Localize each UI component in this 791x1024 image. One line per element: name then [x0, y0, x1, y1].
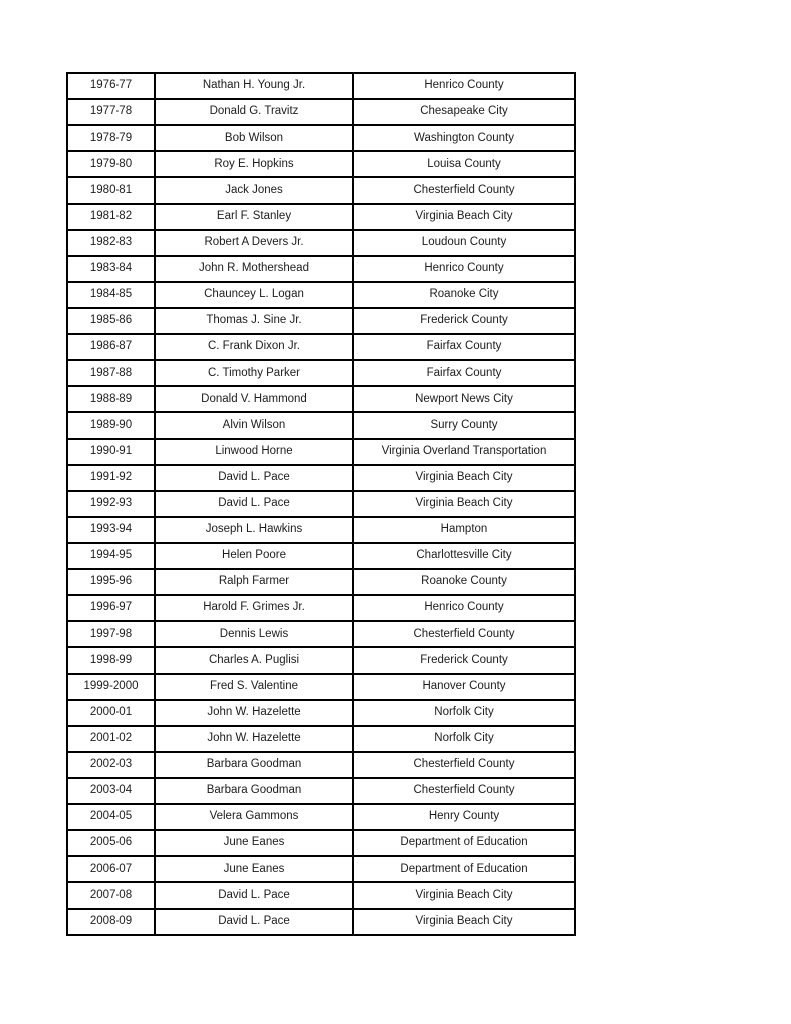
name-cell: David L. Pace: [155, 909, 353, 936]
table-row: [67, 230, 575, 256]
year-cell: 1996-97: [67, 595, 155, 621]
table-row: [67, 177, 575, 203]
year-cell: 2002-03: [67, 752, 155, 778]
table-row: [67, 778, 575, 804]
affiliation-cell: Hampton: [353, 517, 575, 543]
table-row: [67, 151, 575, 177]
name-cell: June Eanes: [155, 856, 353, 882]
table-row: [67, 882, 575, 908]
affiliation-cell: Newport News City: [353, 386, 575, 412]
year-cell: 1997-98: [67, 621, 155, 647]
year-cell: 1976-77: [67, 73, 155, 99]
awards-roster-table: [66, 72, 576, 936]
table-row: [67, 412, 575, 438]
affiliation-cell: Virginia Beach City: [353, 204, 575, 230]
affiliation-cell: Henrico County: [353, 73, 575, 99]
affiliation-cell: Frederick County: [353, 647, 575, 673]
name-cell: Harold F. Grimes Jr.: [155, 595, 353, 621]
name-cell: Chauncey L. Logan: [155, 282, 353, 308]
name-cell: June Eanes: [155, 830, 353, 856]
table-row: [67, 856, 575, 882]
name-cell: Ralph Farmer: [155, 569, 353, 595]
year-cell: 1987-88: [67, 360, 155, 386]
table-row: [67, 308, 575, 334]
table-row: [67, 282, 575, 308]
table-row: [67, 726, 575, 752]
table-row: [67, 804, 575, 830]
name-cell: Dennis Lewis: [155, 621, 353, 647]
name-cell: C. Frank Dixon Jr.: [155, 334, 353, 360]
year-cell: 1980-81: [67, 177, 155, 203]
year-cell: 1993-94: [67, 517, 155, 543]
affiliation-cell: Virginia Beach City: [353, 909, 575, 936]
affiliation-cell: Charlottesville City: [353, 543, 575, 569]
table-row: [67, 830, 575, 856]
name-cell: Thomas J. Sine Jr.: [155, 308, 353, 334]
affiliation-cell: Roanoke City: [353, 282, 575, 308]
affiliation-cell: Roanoke County: [353, 569, 575, 595]
name-cell: Roy E. Hopkins: [155, 151, 353, 177]
name-cell: David L. Pace: [155, 465, 353, 491]
year-cell: 1999-2000: [67, 674, 155, 700]
year-cell: 1979-80: [67, 151, 155, 177]
table-row: [67, 334, 575, 360]
affiliation-cell: Hanover County: [353, 674, 575, 700]
name-cell: John W. Hazelette: [155, 726, 353, 752]
name-cell: David L. Pace: [155, 882, 353, 908]
affiliation-cell: Fairfax County: [353, 360, 575, 386]
year-cell: 1994-95: [67, 543, 155, 569]
year-cell: 1990-91: [67, 439, 155, 465]
name-cell: Charles A. Puglisi: [155, 647, 353, 673]
affiliation-cell: Henrico County: [353, 256, 575, 282]
name-cell: Helen Poore: [155, 543, 353, 569]
year-cell: 2007-08: [67, 882, 155, 908]
table-row: [67, 674, 575, 700]
table-row: [67, 465, 575, 491]
table-row: [67, 491, 575, 517]
name-cell: Earl F. Stanley: [155, 204, 353, 230]
year-cell: 1977-78: [67, 99, 155, 125]
year-cell: 1984-85: [67, 282, 155, 308]
table-row: [67, 125, 575, 151]
table-row: [67, 569, 575, 595]
affiliation-cell: Louisa County: [353, 151, 575, 177]
affiliation-cell: Virginia Overland Transportation: [353, 439, 575, 465]
year-cell: 1986-87: [67, 334, 155, 360]
affiliation-cell: Chesterfield County: [353, 752, 575, 778]
year-cell: 2001-02: [67, 726, 155, 752]
year-cell: 1983-84: [67, 256, 155, 282]
year-cell: 1978-79: [67, 125, 155, 151]
year-cell: 2008-09: [67, 909, 155, 936]
table-row: [67, 700, 575, 726]
affiliation-cell: Virginia Beach City: [353, 491, 575, 517]
year-cell: 1998-99: [67, 647, 155, 673]
table-body: [67, 73, 575, 935]
affiliation-cell: Chesterfield County: [353, 177, 575, 203]
affiliation-cell: Norfolk City: [353, 700, 575, 726]
table-row: [67, 204, 575, 230]
affiliation-cell: Chesterfield County: [353, 621, 575, 647]
name-cell: John R. Mothershead: [155, 256, 353, 282]
name-cell: Nathan H. Young Jr.: [155, 73, 353, 99]
affiliation-cell: Washington County: [353, 125, 575, 151]
name-cell: Joseph L. Hawkins: [155, 517, 353, 543]
affiliation-cell: Henry County: [353, 804, 575, 830]
table-row: [67, 439, 575, 465]
table-row: [67, 256, 575, 282]
name-cell: Barbara Goodman: [155, 778, 353, 804]
affiliation-cell: Chesterfield County: [353, 778, 575, 804]
affiliation-cell: Fairfax County: [353, 334, 575, 360]
table-row: [67, 909, 575, 936]
name-cell: Jack Jones: [155, 177, 353, 203]
year-cell: 1988-89: [67, 386, 155, 412]
year-cell: 2005-06: [67, 830, 155, 856]
year-cell: 1985-86: [67, 308, 155, 334]
year-cell: 2004-05: [67, 804, 155, 830]
table-row: [67, 621, 575, 647]
name-cell: Linwood Horne: [155, 439, 353, 465]
year-cell: 1992-93: [67, 491, 155, 517]
affiliation-cell: Department of Education: [353, 856, 575, 882]
name-cell: Donald V. Hammond: [155, 386, 353, 412]
table-row: [67, 517, 575, 543]
year-cell: 1982-83: [67, 230, 155, 256]
affiliation-cell: Surry County: [353, 412, 575, 438]
name-cell: Bob Wilson: [155, 125, 353, 151]
year-cell: 2003-04: [67, 778, 155, 804]
affiliation-cell: Chesapeake City: [353, 99, 575, 125]
year-cell: 2000-01: [67, 700, 155, 726]
name-cell: Alvin Wilson: [155, 412, 353, 438]
affiliation-cell: Virginia Beach City: [353, 882, 575, 908]
name-cell: C. Timothy Parker: [155, 360, 353, 386]
name-cell: David L. Pace: [155, 491, 353, 517]
table-row: [67, 543, 575, 569]
year-cell: 1991-92: [67, 465, 155, 491]
name-cell: Velera Gammons: [155, 804, 353, 830]
affiliation-cell: Norfolk City: [353, 726, 575, 752]
table-row: [67, 386, 575, 412]
name-cell: Robert A Devers Jr.: [155, 230, 353, 256]
name-cell: Barbara Goodman: [155, 752, 353, 778]
name-cell: Fred S. Valentine: [155, 674, 353, 700]
affiliation-cell: Henrico County: [353, 595, 575, 621]
table-row: [67, 595, 575, 621]
name-cell: John W. Hazelette: [155, 700, 353, 726]
year-cell: 1989-90: [67, 412, 155, 438]
affiliation-cell: Virginia Beach City: [353, 465, 575, 491]
year-cell: 1981-82: [67, 204, 155, 230]
affiliation-cell: Loudoun County: [353, 230, 575, 256]
affiliation-cell: Department of Education: [353, 830, 575, 856]
table-row: [67, 647, 575, 673]
table-row: [67, 752, 575, 778]
table-row: [67, 73, 575, 99]
table-row: [67, 360, 575, 386]
name-cell: Donald G. Travitz: [155, 99, 353, 125]
table-row: [67, 99, 575, 125]
year-cell: 2006-07: [67, 856, 155, 882]
year-cell: 1995-96: [67, 569, 155, 595]
affiliation-cell: Frederick County: [353, 308, 575, 334]
